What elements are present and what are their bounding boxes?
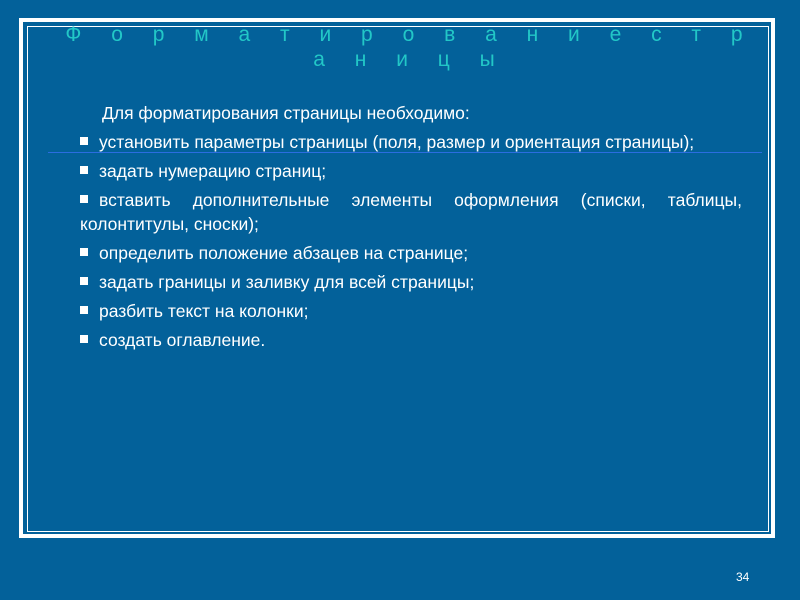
square-bullet-icon [80, 137, 88, 145]
slide-content [80, 101, 742, 357]
square-bullet-icon [80, 277, 88, 285]
list-item [80, 159, 742, 183]
list-item-text: задать нумерацию страниц; [99, 161, 327, 181]
square-bullet-icon [80, 248, 88, 256]
slide-title: Ф о р м а т и р о в а н и е с т р а н и ц ы [65, 23, 755, 71]
list-item [80, 299, 742, 323]
list-item-text: вставить дополнительные элементы оформления (списки, таблицы, колонтитулы, сноски); [80, 190, 742, 234]
list-item-text: задать границы и заливку для всей страницы; [99, 272, 475, 292]
square-bullet-icon [80, 306, 88, 314]
list-item-text: определить положение абзацев на странице; [99, 243, 469, 263]
list-item [80, 241, 742, 265]
list-item [80, 270, 742, 294]
list-item-text: разбить текст на колонки; [99, 301, 309, 321]
list-item [80, 328, 742, 352]
intro-text: Для форматирования страницы необходимо: [102, 103, 470, 123]
page-number: 34 [736, 570, 750, 584]
bullet-list [80, 130, 742, 352]
square-bullet-icon [80, 166, 88, 174]
list-item [80, 188, 742, 236]
square-bullet-icon [80, 195, 88, 203]
square-bullet-icon [80, 335, 88, 343]
list-item-text: создать оглавление. [99, 330, 266, 350]
list-item [80, 130, 742, 154]
list-item-text: установить параметры страницы (поля, размер и ориентация страницы); [99, 132, 695, 152]
